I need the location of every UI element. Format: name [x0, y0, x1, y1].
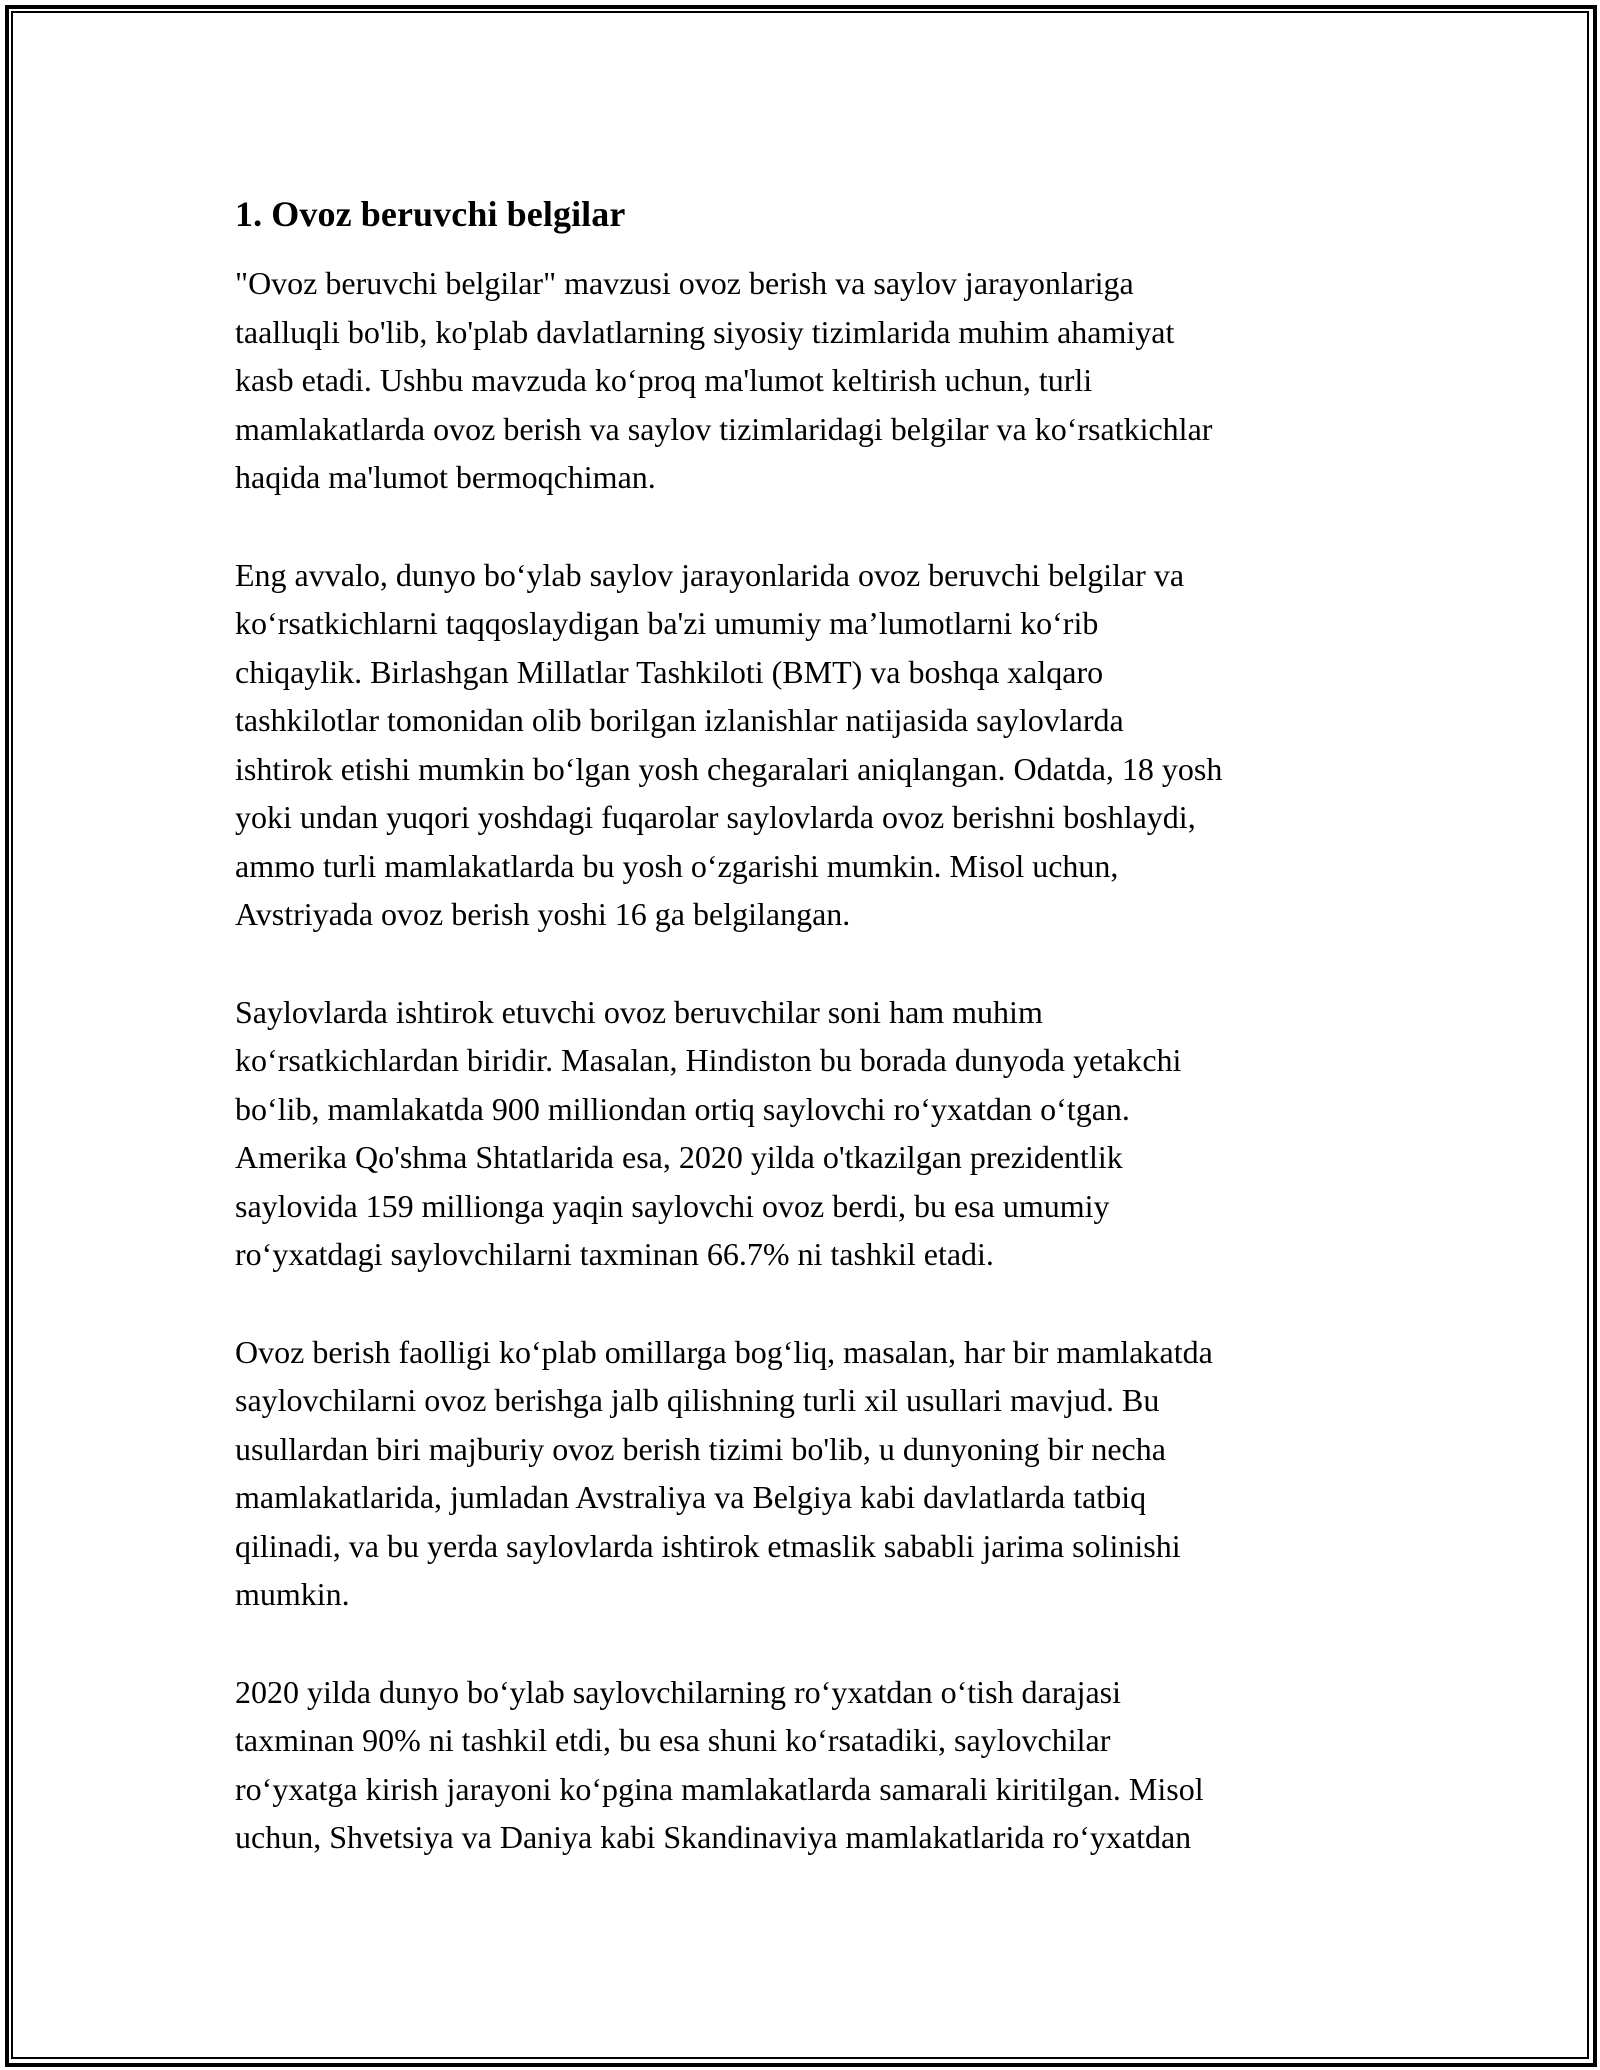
text-line: "Ovoz beruvchi belgilar" mavzusi ovoz berish va saylov jarayonlariga — [235, 265, 1134, 301]
text-line: ko‘rsatkichlarni taqqoslaydigan ba'zi umumiy ma’lumotlarni ko‘rib — [235, 605, 1099, 641]
text-line: ammo turli mamlakatlarda bu yosh o‘zgarishi mumkin. Misol uchun, — [235, 847, 1119, 884]
text-line: haqida ma'lumot bermoqchiman. — [235, 459, 656, 495]
paragraph-1 — [235, 259, 1385, 502]
text-line: Eng avvalo, dunyo bo‘ylab saylov jarayonlarida ovoz beruvchi belgilar va — [235, 556, 1185, 593]
text-line: Ovoz berish faolligi ko‘plab omillarga bog‘liq, masalan, har bir mamlakatda — [235, 1333, 1213, 1370]
text-line: Saylovlarda ishtirok etuvchi ovoz beruvchilar soni ham muhim — [235, 993, 1043, 1030]
text-line: uchun, Shvetsiya va Daniya kabi Skandinaviya mamlakatlarida ro‘yxatdan — [235, 1819, 1192, 1855]
paragraph-5 — [235, 1668, 1385, 1862]
text-line: yoki undan yuqori yoshdagi fuqarolar saylovlarda ovoz berishni boshlaydi, — [235, 799, 1196, 835]
paragraph-2 — [235, 551, 1385, 939]
text-line: mamlakatlarda ovoz berish va saylov tizimlaridagi belgilar va ko‘rsatkichlar — [235, 410, 1213, 447]
text-line: usullardan biri majburiy ovoz berish tizimi bo'lib, u dunyoning bir necha — [235, 1430, 1166, 1467]
text-line: 2020 yilda dunyo bo‘ylab saylovchilarning ro‘yxatdan o‘tish darajasi — [235, 1673, 1122, 1710]
text-line: ishtirok etishi mumkin bo‘lgan yosh chegaralari aniqlangan. Odatda, 18 yosh — [235, 750, 1223, 787]
text-line: chiqaylik. Birlashgan Millatlar Tashkiloti (BMT) va boshqa xalqaro — [235, 653, 1104, 690]
text-line: Amerika Qo'shma Shtatlarida esa, 2020 yilda o'tkazilgan prezidentlik — [235, 1139, 1123, 1175]
text-line: ko‘rsatkichlardan biridir. Masalan, Hindiston bu borada dunyoda yetakchi — [235, 1042, 1182, 1078]
text-line: kasb etadi. Ushbu mavzuda ko‘proq ma'lumot keltirish uchun, turli — [235, 362, 1093, 398]
text-line: saylovida 159 millionga yaqin saylovchi ovoz berdi, bu esa umumiy — [235, 1187, 1110, 1224]
document-body — [235, 186, 1385, 1862]
text-line: mumkin. — [235, 1576, 350, 1612]
text-line: tashkilotlar tomonidan olib borilgan izlanishlar natijasida saylovlarda — [235, 702, 1124, 738]
text-line: bo‘lib, mamlakatda 900 milliondan ortiq saylovchi ro‘yxatdan o‘tgan. — [235, 1090, 1130, 1127]
text-line: ro‘yxatdagi saylovchilarni taxminan 66.7% ni tashkil etadi. — [235, 1236, 994, 1272]
text-line: saylovchilarni ovoz berishga jalb qilishning turli xil usullari mavjud. Bu — [235, 1382, 1160, 1418]
paragraph-3 — [235, 988, 1385, 1279]
text-line: Avstriyada ovoz berish yoshi 16 ga belgilangan. — [235, 896, 851, 932]
text-line: qilinadi, va bu yerda saylovlarda ishtirok etmaslik sababli jarima solinishi — [235, 1527, 1181, 1564]
text-line: ro‘yxatga kirish jarayoni ko‘pgina mamlakatlarda samarali kiritilgan. Misol — [235, 1770, 1204, 1807]
section-heading: 1. Ovoz beruvchi belgilar — [235, 194, 626, 234]
text-line: mamlakatlarida, jumladan Avstraliya va Belgiya kabi davlatlarda tatbiq — [235, 1479, 1147, 1515]
text-line: taxminan 90% ni tashkil etdi, bu esa shuni ko‘rsatadiki, saylovchilar — [235, 1722, 1111, 1758]
paragraph-4 — [235, 1328, 1385, 1619]
text-line: taalluqli bo'lib, ko'plab davlatlarning siyosiy tizimlarida muhim ahamiyat — [235, 313, 1175, 350]
